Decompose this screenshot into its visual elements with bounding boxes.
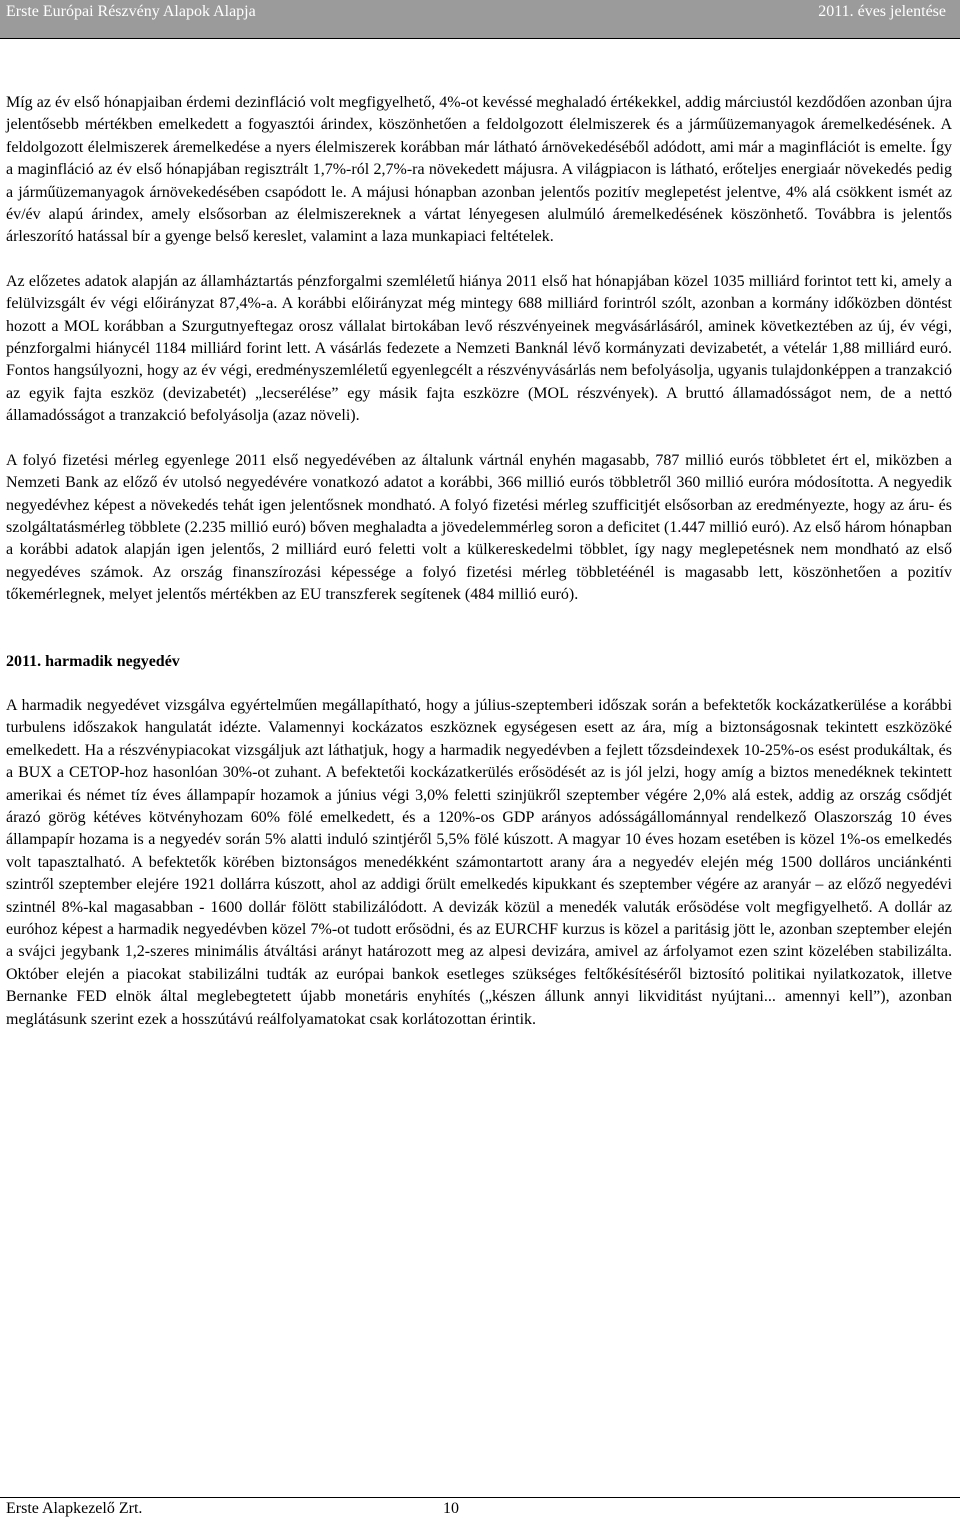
page-footer [0, 1497, 960, 1523]
document-body [6, 92, 952, 1031]
paragraph-inflation: Míg az év első hónapjaiban érdemi dezinfláció volt megfigyelhető, 4%-ot kevéssé meghaladó értékekkel, addig márciustól kezdődően azonban újra jelentősebb mértékben emelkedett a fogyasztói árindex, köszönhetően a feldolgozott élelmiszerek és a járműüzemanyagok áremelkedésének. A feldolgozott élelmiszerek áremelkedése a nyers élelmiszerek korábban már látható árnövekedéséből adódott, ami már a maginflációt is emelte. Így a maginfláció az év első hónapjában regisztrált 1,7%-ról 2,7%-ra növekedett májusra. A világpiacon is látható, erőteljes energiaár növekedés pedig a járműüzemanyagok árnövekedésében csapódott le. A májusi hónapban azonban jelentős pozitív meglepetést jelentve, 4% alá csökkent ismét az év/év alapú árindex, amely elsősorban az élelmiszereknek a vártat lényegesen alulmúló áremelkedésének köszönhető. Továbbra is jelentős árleszorító hatással bír a gyenge belső kereslet, valamint a laza munkapiaci feltételek. [6, 94, 952, 246]
footer-company: Erste Alapkezelő Zrt. [6, 1500, 143, 1517]
footer-page-number: 10 [443, 1500, 459, 1517]
page-header [0, 0, 960, 39]
header-report-title: 2011. éves jelentése [818, 3, 946, 20]
paragraph-budget-deficit: Az előzetes adatok alapján az államháztartás pénzforgalmi szemléletű hiánya 2011 első hat hónapjában közel 1035 milliárd forintot tett ki, amely a felülvizsgált év végi előirányzat 87,4%-a. A korábbi előirányzat még mintegy 688 milliárd forintról szólt, azonban a kormány időközben döntést hozott a MOL korábban a Szurgutnyeftegaz orosz vállalat birtokában levő részvényeinek megvásárlásáról, aminek következtében az új, év végi, pénzforgalmi hiánycél 1184 milliárd forint lett. A vásárlás fedezete a Nemzeti Banknál lévő kormányzati devizabetét, a vételár 1,88 milliárd euró. Fontos hangsúlyozni, hogy az év végi, eredményszemléletű egyenlegcélt a részvényvásárlás nem befolyásolja, ugyanis tulajdonképpen a tranzakció az egyik fajta eszköz (devizabetét) „lecserélése” egy másik fajta eszközre (MOL részvények). A bruttó államadósságot nem, de a nettó államadósságot a tranzakció befolyásolja (azaz növeli). [6, 272, 952, 425]
paragraph-third-quarter: A harmadik negyedévet vizsgálva egyértelműen megállapítható, hogy a július-szeptemberi időszak során a befektetők kockázatkerülése a korábbi turbulens időszakok hangulatát idézte. Valamennyi kockázatos eszköznek egységesen esett az ára, míg a biztonságosnak tekintett eszközöké emelkedett. Ha a részvénypiacokat vizsgáljuk azt láthatjuk, hogy a harmadik negyedévben a fejlett tőzsdeindexek 10-25%-os esést produkáltak, és a BUX a CETOP-hoz hasonlóan 30%-ot zuhant. A befektetői kockázatkerülés erősödését az is jól jelzi, hogy amíg a biztos menedéknek tekintett amerikai és német tíz éves állampapír hozamok a június végi 3,0% feletti szinjükről szeptember végére 2,0% alá estek, addig az ország csődjét árazó görög kétéves kötvényhozam 60% fölé emelkedett, és a 120%-os GDP arányos adósságállománnyal rendelkező Olaszország 10 éves állampapír hozama is a negyedév során 5% alatti induló szintjéről 5,5% fölé kúszott. A magyar 10 éves hozam esetében is közel 1%-os emelkedés volt tapasztalható. A befektetők körében biztonságos menedékként számontartott arany ára a negyedév elején még 1500 dolláros unciánkénti szintről szeptember elejére 1921 dollárra kúszott, ahol az addigi őrült emelkedés kipukkant és szeptember végére az aranyár – az előző negyedévi szintnél 8%-kal magasabban - 1600 dollár fölött stabilizálódott. A devizák közül a menedék valuták erősödése volt megfigyelhető. A dollár az euróhoz képest a harmadik negyedévben közel 7%-ot tudott erősödni, és az EURCHF kurzus is közel a paritásig jött le, azonban szeptember elején a svájci jegybank 1,2-szeres minimális átváltási arányt határozott meg az alpesi devizára, amivel az árfolyamot ezen szint közelében stabilizálta. Október elején a piacokat stabilizálni tudták az európai bankok esetleges szükséges feltőkésítéséről biztosító politikai nyilatkozatok, illetve Bernanke FED elnök által meglebegtetett újabb monetáris enyhítés („készen állunk annyi likviditást nyújtani... amennyi kell”), azonban meglátásunk szerint ezek a hosszútávú reálfolyamatokat csak korlátozottan érintik. [6, 696, 952, 1028]
section-heading: 2011. harmadik negyedév [6, 652, 180, 670]
paragraph-current-account: A folyó fizetési mérleg egyenlege 2011 első negyedévében az általunk vártnál enyhén magasabb, 787 millió eurós többletet ért el, miközben a Nemzeti Bank az előző év utolsó negyedévére vonatkozó adatot a korábbi, 366 millió eurós többletről 360 millió euróra módosította. A negyedik negyedévhez képest a növekedés tehát igen jelentősnek mondható. A folyó fizetési mérleg szufficitjét elsősorban az eredményezte, hogy az áru- és szolgáltatásmérleg többlete (2.235 millió euró) bőven meghaladta a jövedelemmérleg soron a deficitet (1.447 millió euró). Az első három hónapban a korábbi adatok alapján igen jelentős, 2 milliárd euró feletti volt a külkereskedelmi többlet, így nagy meglepetésnek nem mondható az első negyedéves számok. Az ország finanszírozási képessége a folyó fizetési mérleg többletéénél is magasabb lett, köszönhetően a pozitív tőkemérlegnek, melyet jelentős mértékben az EU transzferek segítenek (484 millió euró). [6, 451, 952, 604]
header-fund-name: Erste Európai Részvény Alapok Alapja [6, 3, 256, 20]
